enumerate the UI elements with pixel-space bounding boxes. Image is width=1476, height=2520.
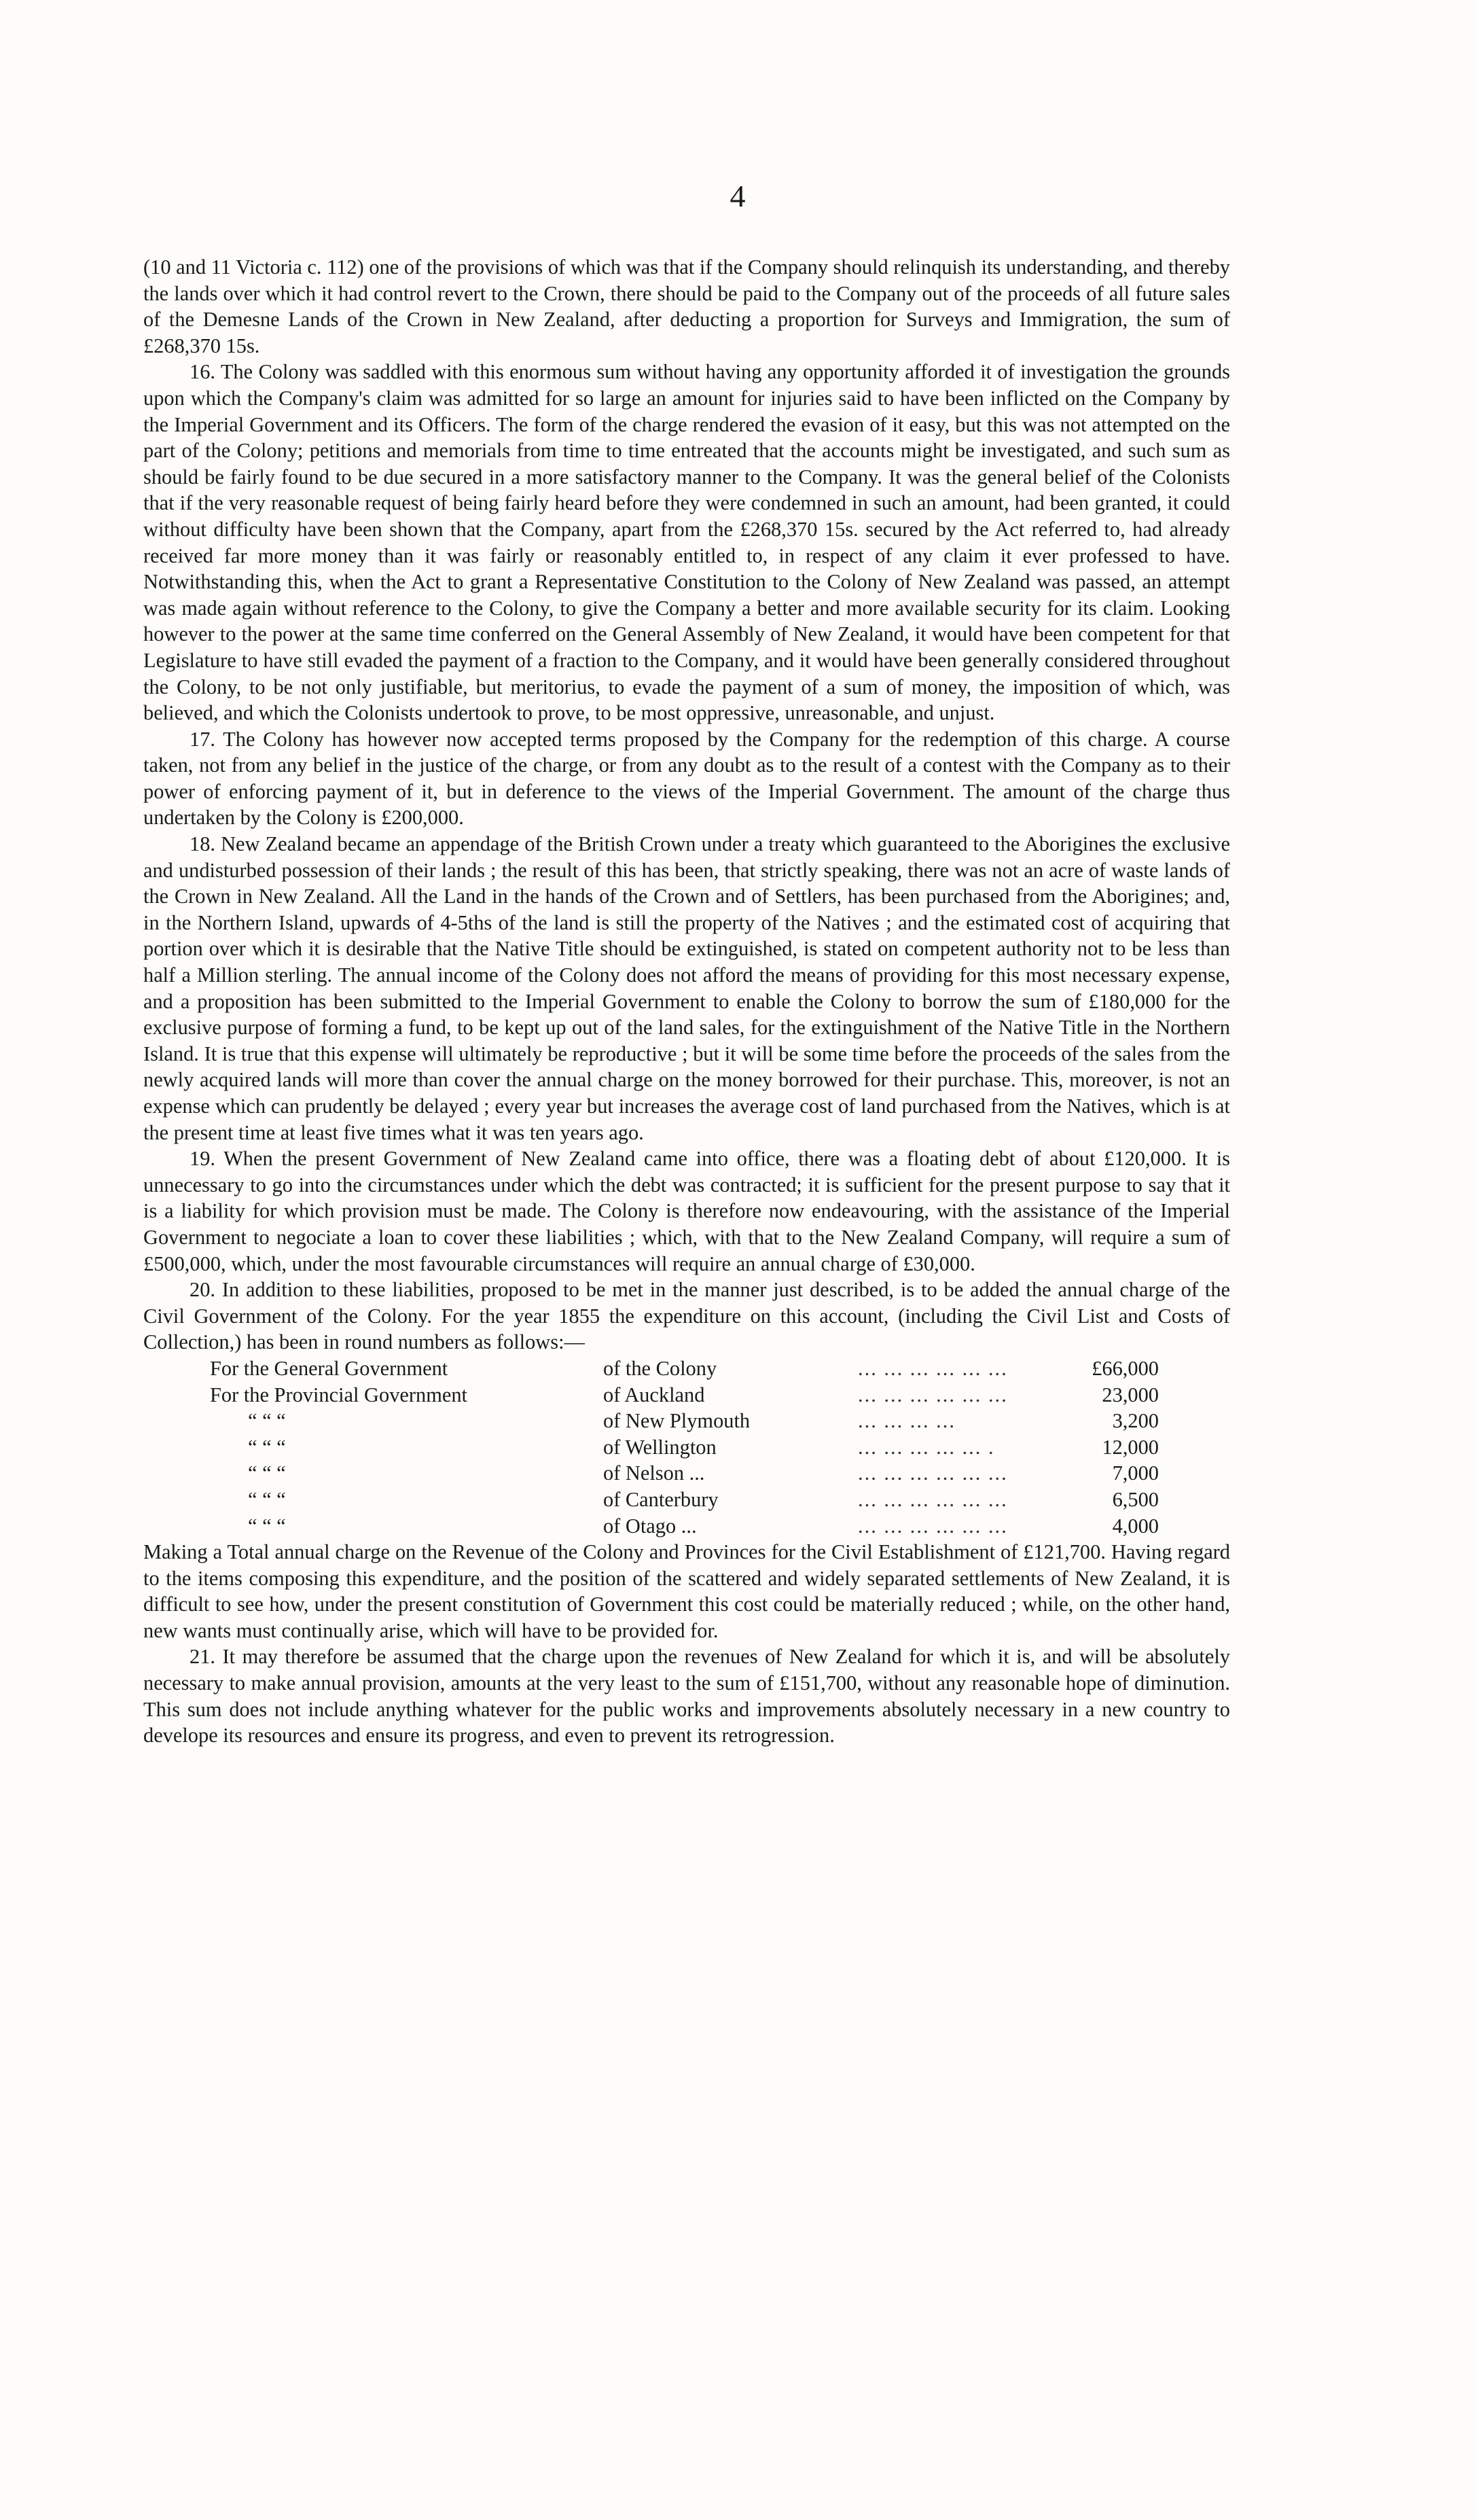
- row-place: of Nelson ...: [603, 1461, 705, 1485]
- row-label: For the General Government: [210, 1356, 448, 1380]
- ditto-marks: “ “ “: [248, 1487, 286, 1511]
- paragraph-20: 20. In addition to these liabilities, proposed to be met in the manner just described, is to be added the annual charge of the Civil Government of the Colony. For the year 1855 the expenditure on this account, (including the Civil List and Costs of Collection,) has been in round numbers as follows:—: [143, 1278, 1230, 1354]
- row-amount: 7,000: [1112, 1461, 1159, 1485]
- ditto-marks: “ “ “: [248, 1514, 286, 1538]
- table-row: [210, 1382, 1159, 1408]
- ditto-marks: “ “ “: [248, 1461, 286, 1485]
- paragraph-21: 21. It may therefore be assumed that the charge upon the revenues of New Zealand for which it is, and will be absolutely necessary to make annual provision, amounts at the very least to the sum of £151,700, without any reasonable hope of diminution. This sum does not include anything whatever for the public works and improvements absolutely necessary in a new country to develope its resources and ensure its progress, and even to prevent its retrogression.: [143, 1645, 1230, 1747]
- row-amount: £66,000: [1092, 1356, 1159, 1380]
- table-row: [210, 1460, 1159, 1487]
- table-row: [210, 1487, 1159, 1513]
- dot-leaders: ... ... ... ... ... ...: [858, 1487, 1008, 1511]
- ditto-marks: “ “ “: [248, 1435, 286, 1459]
- row-amount: 12,000: [1102, 1435, 1159, 1459]
- body-text: [143, 254, 1230, 1749]
- paragraph-17: 17. The Colony has however now accepted terms proposed by the Company for the redemption of this charge. A course taken, not from any belief in the justice of the charge, or from any doubt as to the result of a contest with the Company as to their power of enforcing payment of it, but in deference to the views of the Imperial Government. The amount of the charge thus undertaken by the Colony is £200,000.: [143, 727, 1230, 830]
- dot-leaders: ... ... ... ... ... ...: [858, 1514, 1008, 1538]
- paragraph-18: 18. New Zealand became an appendage of the British Crown under a treaty which guaranteed to the Aborigines the exclusive and undisturbed possession of their lands ; the result of this has been, that strictly speaking, there was not an acre of waste lands of the Crown in New Zealand. All the Land in the hands of the Crown and of Settlers, has been purchased from the Aborigines; and, in the Northern Island, upwards of 4-5ths of the land is still the property of the Natives ; and the estimated cost of acquiring that portion over which it is desirable that the Native Title should be extinguished, is stated on competent authority not to be less than half a Million sterling. The annual income of the Colony does not afford the means of providing for this most necessary expense, and a proposition has been submitted to the Imperial Government to enable the Colony to borrow the sum of £180,000 for the exclusive purpose of forming a fund, to be kept up out of the land sales, for the extinguishment of the Native Title in the Northern Island. It is true that this expense will ultimately be reproductive ; but it will be some time before the proceeds of the sales from the newly acquired lands will more than cover the annual charge on the money borrowed for their purchase. This, moreover, is not an expense which can prudently be delayed ; every year but increases the average cost of land purchased from the Natives, which is at the present time at least five times what it was ten years ago.: [143, 832, 1230, 1144]
- paragraph-16: 16. The Colony was saddled with this enormous sum without having any opportunity afforded it of investigation the grounds upon which the Company's claim was admitted for so large an amount for injuries said to have been inflicted on the Company by the Imperial Government and its Officers. The form of the charge rendered the evasion of it easy, but this was not attempted on the part of the Colony; petitions and memorials from time to time entreated that the accounts might be investigated, and such sum as should be fairly found to be due secured in a more satisfactory manner to the Company. It was the general belief of the Colonists that if the very reasonable request of being fairly heard before they were condemned in such an amount, had been granted, it could without difficulty have been shown that the Company, apart from the £268,370 15s. secured by the Act referred to, had already received far more money than it was fairly or reasonably entitled to, in respect of any claim it ever professed to have. Notwithstanding this, when the Act to grant a Representative Constitution to the Colony of New Zealand was passed, an attempt was made again without reference to the Colony, to give the Company a better and more available security for its claim. Looking however to the power at the same time conferred on the General Assembly of New Zealand, it would have been competent for that Legislature to have still evaded the payment of a fraction to the Company, and it would have been generally considered throughout the Colony, to be not only justifiable, but meritorius, to evade the payment of a sum of money, the imposition of which, was believed, and which the Colonists undertook to prove, to be most oppressive, unreasonable, and unjust.: [143, 360, 1230, 725]
- row-place: of Auckland: [603, 1383, 705, 1406]
- table-row: [210, 1355, 1159, 1382]
- paragraph-total: Making a Total annual charge on the Revenue of the Colony and Provinces for the Civil Establishment of £121,700. Having regard to the items composing this expenditure, and the position of the scattered and widely separated settlements of New Zealand, it is difficult to see how, under the present constitution of Government this cost could be materially reduced ; while, on the other hand, new wants must continually arise, which will have to be provided for.: [143, 1540, 1230, 1642]
- row-amount: 23,000: [1102, 1383, 1159, 1406]
- expenditure-table: [210, 1355, 1159, 1539]
- dot-leaders: ... ... ... ... ... ...: [858, 1356, 1008, 1380]
- ditto-marks: “ “ “: [248, 1409, 286, 1433]
- row-amount: 3,200: [1112, 1409, 1159, 1433]
- row-place: of Otago ...: [603, 1514, 697, 1538]
- paragraph-continuation: (10 and 11 Victoria c. 112) one of the provisions of which was that if the Company should relinquish its understanding, and thereby the lands over which it had control revert to the Crown, there should be paid to the Company out of the proceeds of all future sales of the Demesne Lands of the Crown in New Zealand, after deducting a proportion for Surveys and Immigration, the sum of £268,370 15s.: [143, 255, 1230, 357]
- paragraph-19: 19. When the present Government of New Zealand came into office, there was a floating debt of about £120,000. It is unnecessary to go into the circumstances under which the debt was contracted; it is sufficient for the present purpose to say that it is a liability for which provision must be made. The Colony is therefore now endeavouring, with the assistance of the Imperial Government to negociate a loan to cover these liabilities ; which, with that to the New Zealand Company, will require a sum of £500,000, which, under the most favourable circumstances will require an annual charge of £30,000.: [143, 1147, 1230, 1275]
- dot-leaders: ... ... ... ... ... ...: [858, 1461, 1008, 1485]
- dot-leaders: ... ... ... ... ... ...: [858, 1383, 1008, 1406]
- page-number: 4: [730, 179, 746, 213]
- dot-leaders: ... ... ... ...: [858, 1409, 956, 1433]
- table-row: [210, 1513, 1159, 1540]
- row-amount: 6,500: [1112, 1487, 1159, 1511]
- row-place: of the Colony: [603, 1356, 717, 1380]
- row-place: of Wellington: [603, 1435, 717, 1459]
- table-row: [210, 1434, 1159, 1461]
- row-label: For the Provincial Government: [210, 1383, 467, 1406]
- table-row: [210, 1408, 1159, 1434]
- row-amount: 4,000: [1112, 1514, 1159, 1538]
- dot-leaders: ... ... ... ... ... .: [858, 1435, 995, 1459]
- row-place: of Canterbury: [603, 1487, 719, 1511]
- row-place: of New Plymouth: [603, 1409, 751, 1433]
